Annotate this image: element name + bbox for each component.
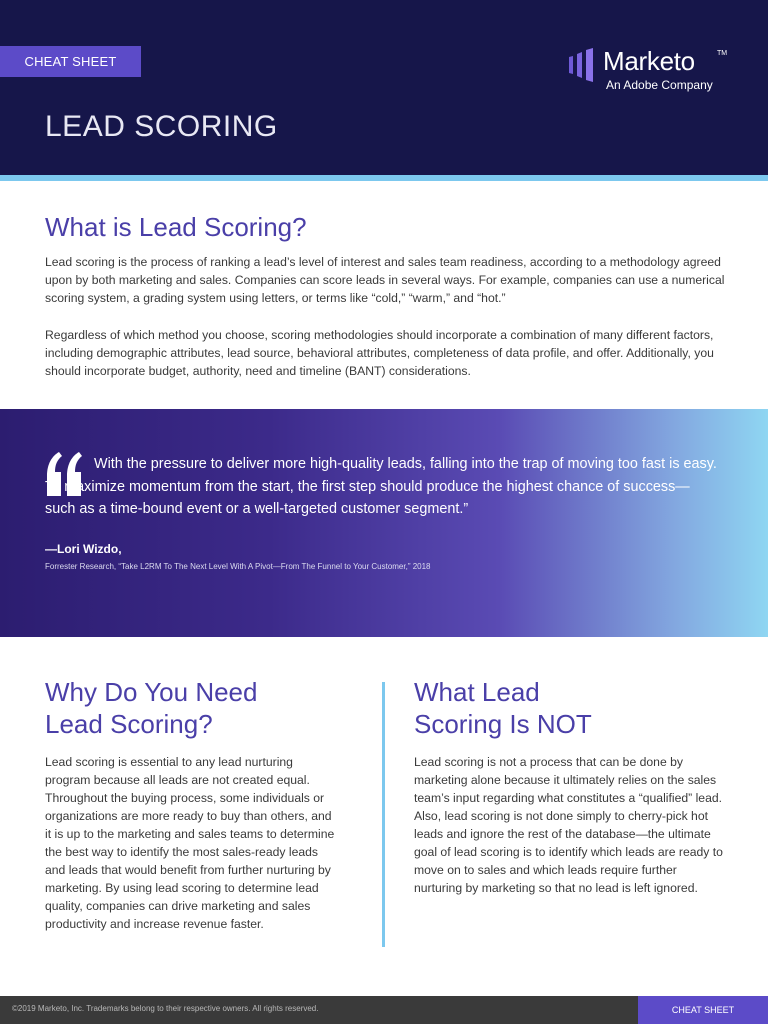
logo-trademark: TM <box>717 50 728 57</box>
quote-text: With the pressure to deliver more high-quality leads, falling into the trap of moving too fast is easy. To maximize momentum from the start, the first step should produce the highest chance of success—such as a time-bound event or a well-targeted customer segment.” <box>45 456 717 517</box>
quote-author: —Lori Wizdo, <box>45 542 122 556</box>
not-heading-line: Scoring Is NOT <box>414 709 592 739</box>
footer-cheat-sheet-tab: CHEAT SHEET <box>638 996 768 1024</box>
intro-paragraph: Lead scoring is the process of ranking a lead’s level of interest and sales team readiness, according to a methodology agreed upon by both marketing and sales. Companies can score leads in several ways. For example, companies can use a numerical scoring system, a grading system using letters, or terms like “cold,” “warm,” and “hot.” <box>45 255 725 305</box>
why-body: Lead scoring is essential to any lead nurturing program because all leads are not created equal. Throughout the buying process, some individuals or organizations are more ready to buy than others, and it is up to the marketing and sales teams to determine the best way to identify the most sales-ready leads and leads that would benefit from further nurturing by marketing. By using lead scoring to determine lead quality, companies can drive marketing and sales productivity and increase revenue faster. <box>45 755 335 931</box>
quote-source: Forrester Research, “Take L2RM To The Next Level With A Pivot—From The Funnel to Your Customer,” 2018 <box>45 562 431 571</box>
not-body: Lead scoring is not a process that can be done by marketing alone because it ultimately relies on the sales team’s input regarding what constitutes a “qualified” lead. Also, lead scoring is not done simply to cherry-pick hot leads and ignore the rest of the database—the ultimate goal of lead scoring is to identify which leads are ready to move on to sales and which leads require further nurturing by marketing so that no lead is left ignored. <box>414 755 723 895</box>
page-title: LEAD SCORING <box>45 110 278 143</box>
footer-copyright: ©2019 Marketo, Inc. Trademarks belong to their respective owners. All rights reserved. <box>12 1004 319 1013</box>
quote-band <box>0 409 768 637</box>
why-heading-line: Lead Scoring? <box>45 709 213 739</box>
marketo-bars-icon <box>567 48 597 82</box>
column-divider <box>382 682 385 947</box>
logo-tagline: An Adobe Company <box>606 78 713 92</box>
marketo-logo <box>567 44 737 96</box>
why-heading-line: Why Do You Need <box>45 677 258 707</box>
header-accent-stripe <box>0 175 768 181</box>
cheat-sheet-tab: CHEAT SHEET <box>0 46 141 77</box>
not-heading <box>414 676 714 740</box>
intro-heading: What is Lead Scoring? <box>45 212 307 242</box>
logo-wordmark: Marketo <box>603 46 695 76</box>
why-heading <box>45 676 345 740</box>
intro-paragraph: Regardless of which method you choose, scoring methodologies should incorporate a combination of many different factors, including demographic attributes, lead source, behavioral attributes, completeness of data profile, and offer. Additionally, you should incorporate budget, authority, need and timeline (BANT) considerations. <box>45 328 714 378</box>
not-heading-line: What Lead <box>414 677 540 707</box>
